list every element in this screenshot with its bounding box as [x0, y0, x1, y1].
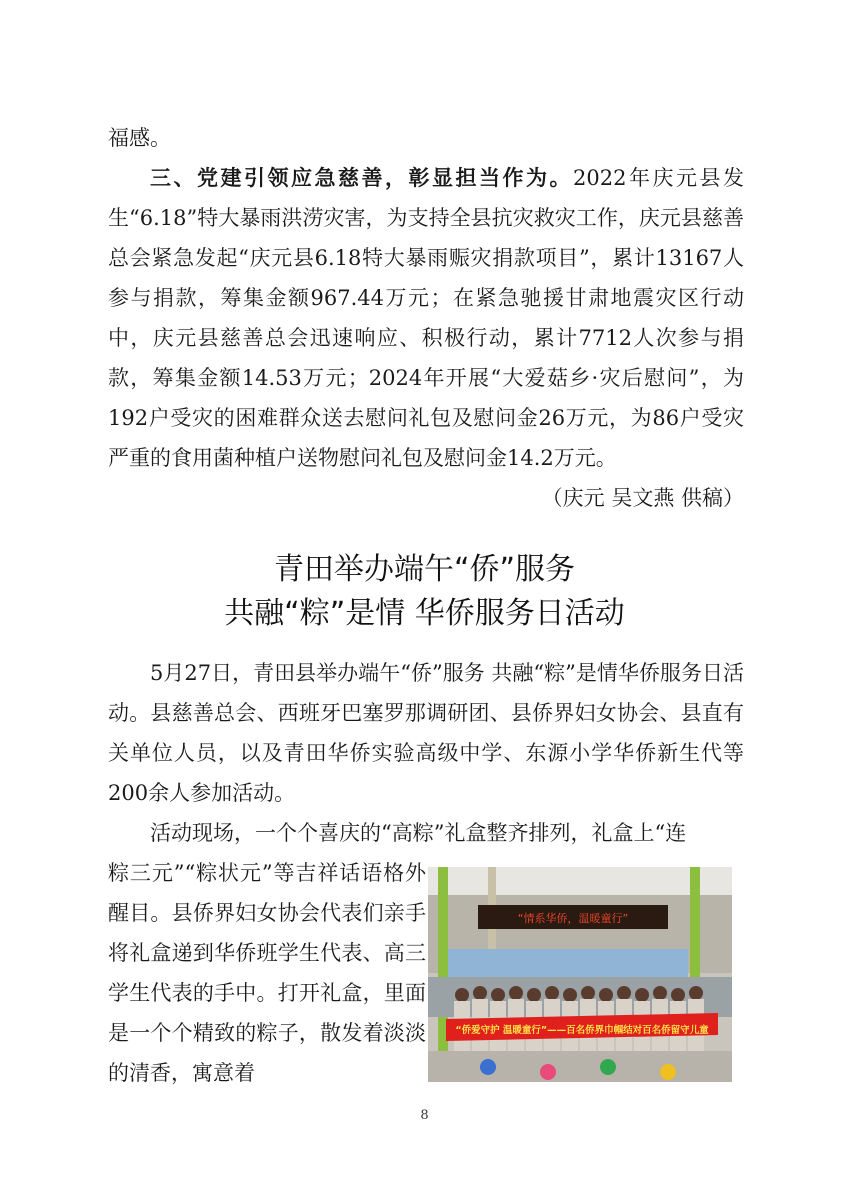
red-banner-text: “侨爱守护 温暖童行”——百名侨界巾帼结对百名侨留守儿童 — [455, 1025, 709, 1036]
article-title-line-1: 青田举办端午“侨”服务 — [273, 552, 576, 587]
section-three-paragraph — [108, 158, 744, 518]
credit-line: （庆元 吴文燕 供稿） — [541, 486, 744, 510]
article-paragraph-2-wrapped: 粽三元”“粽状元”等吉祥话语格外醒目。县侨界妇女协会代表们亲手将礼盒递到华侨班学生代表、高三学生代表的手中。打开礼盒，里面是一个个精致的粽子，散发着淡淡的清香，寓意着 — [108, 861, 426, 1085]
article-paragraph-1: 5月27日，青田县举办端午“侨”服务 共融“粽”是情华侨服务日活动。县慈善总会、西班牙巴塞罗那调研团、县侨界妇女协会、县直有关单位人员，以及青田华侨实验高级中学、东源小学华侨新生代等200余人参加活动。 — [108, 661, 744, 805]
section-three-heading: 三、党建引领应急慈善，彰显担当作为。 — [150, 165, 574, 190]
paragraph-continuation: 福感。 — [108, 126, 171, 150]
section-three-body: 2022年庆元县发生“6.18”特大暴雨洪涝灾害，为支持全县抗灾救灾工作，庆元县慈善总会紧急发起“庆元县6.18特大暴雨赈灾捐款项目”，累计13167人参与捐款，筹集金额967.44万元；在紧急驰援甘肃地震灾区行动中，庆元县慈善总会迅速响应、积极行动，累计7712人次参与捐款，筹集金额14.53万元；2024年开展“大爱菇乡·灾后慰问”，为192户受灾的困难群众送去慰问礼包及慰问金26万元，为86户受灾严重的食用菌种植户送物慰问礼包及慰问金14.2万元。 — [108, 166, 745, 470]
event-photo-drawing — [428, 867, 732, 1082]
page-number: 8 — [420, 1108, 429, 1123]
event-photo — [428, 867, 732, 1082]
article-paragraph-2-line: 活动现场，一个个喜庆的“高粽”礼盒整齐排列，礼盒上“连 — [150, 821, 687, 845]
led-screen-text: “情系华侨，温暖童行” — [517, 912, 629, 925]
article-title-line-2: 共融“粽”是情 华侨服务日活动 — [224, 596, 625, 631]
